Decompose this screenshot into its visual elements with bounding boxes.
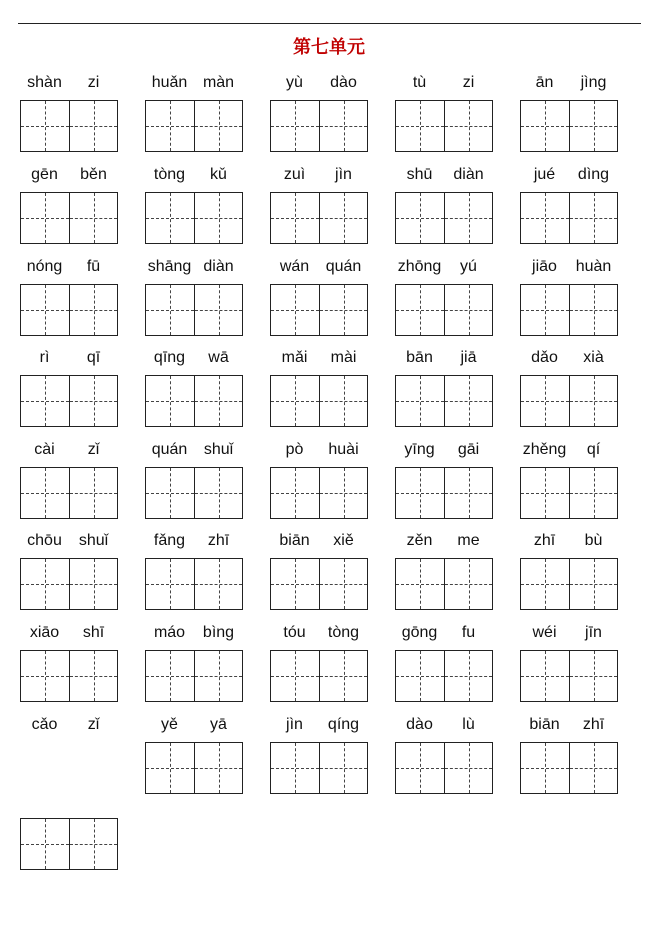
word-item xyxy=(20,441,118,465)
tianzige-cell[interactable] xyxy=(69,559,117,609)
pinyin-syllable: zi xyxy=(87,74,100,91)
pinyin-syllable: wā xyxy=(208,349,229,366)
word-item xyxy=(395,441,493,465)
tianzige-cell[interactable] xyxy=(319,468,367,518)
writing-grid[interactable] xyxy=(395,558,493,610)
tianzige-cell[interactable] xyxy=(146,651,194,701)
writing-grid[interactable] xyxy=(20,100,118,152)
writing-grid[interactable] xyxy=(20,467,118,519)
pinyin-syllable: zhěng xyxy=(522,441,567,458)
pinyin-syllable: zhī xyxy=(582,716,605,733)
tianzige-cell[interactable] xyxy=(444,101,492,151)
word-item xyxy=(395,532,493,556)
pinyin-syllable: quán xyxy=(151,441,188,458)
writing-grid[interactable] xyxy=(270,467,368,519)
pinyin-syllable: zǐ xyxy=(87,716,100,733)
pinyin-label xyxy=(20,349,118,373)
tianzige-cell[interactable] xyxy=(319,193,367,243)
tianzige-cell[interactable] xyxy=(271,468,319,518)
tianzige-cell[interactable] xyxy=(146,193,194,243)
tianzige-cell[interactable] xyxy=(69,468,117,518)
pinyin-syllable: qíng xyxy=(327,716,360,733)
pinyin-syllable: xiāo xyxy=(29,624,60,641)
pinyin-label xyxy=(20,74,118,98)
tianzige-cell[interactable] xyxy=(569,376,617,426)
tianzige-cell[interactable] xyxy=(396,559,444,609)
tianzige-cell[interactable] xyxy=(319,376,367,426)
writing-grid[interactable] xyxy=(270,100,368,152)
word-item xyxy=(145,74,243,98)
pinyin-syllable: zhōng xyxy=(397,258,442,275)
tianzige-cell[interactable] xyxy=(69,819,117,869)
word-item xyxy=(145,532,243,556)
word-item xyxy=(270,349,368,373)
tianzige-cell[interactable] xyxy=(569,285,617,335)
pinyin-syllable: shī xyxy=(82,624,105,641)
pinyin-syllable: jiāo xyxy=(532,258,557,275)
pinyin-syllable: biān xyxy=(279,532,310,549)
pinyin-syllable: yīng xyxy=(404,441,435,458)
pinyin-syllable: yě xyxy=(161,716,178,733)
tianzige-cell[interactable] xyxy=(444,468,492,518)
tianzige-cell[interactable] xyxy=(194,101,242,151)
tianzige-cell[interactable] xyxy=(521,468,569,518)
tianzige-cell[interactable] xyxy=(271,193,319,243)
writing-grid[interactable] xyxy=(145,742,243,794)
writing-grid[interactable] xyxy=(145,650,243,702)
pinyin-syllable: ān xyxy=(535,74,554,91)
pinyin-label xyxy=(520,74,618,98)
pinyin-label xyxy=(270,624,368,648)
writing-grid[interactable] xyxy=(395,742,493,794)
word-item xyxy=(520,532,618,556)
pinyin-syllable: fu xyxy=(461,624,476,641)
writing-grid[interactable] xyxy=(145,284,243,336)
pinyin-syllable: bìng xyxy=(202,624,235,641)
pinyin-syllable: biān xyxy=(529,716,560,733)
tianzige-cell[interactable] xyxy=(319,651,367,701)
pinyin-syllable: pò xyxy=(285,441,304,458)
pinyin-label xyxy=(520,258,618,282)
pinyin-syllable: shū xyxy=(406,166,433,183)
tianzige-cell[interactable] xyxy=(396,193,444,243)
pinyin-syllable: zǐ xyxy=(87,441,100,458)
writing-grid[interactable] xyxy=(520,467,618,519)
word-item xyxy=(20,716,118,740)
pinyin-label xyxy=(395,716,493,740)
tianzige-cell[interactable] xyxy=(21,101,69,151)
word-item xyxy=(395,716,493,740)
writing-grid[interactable] xyxy=(145,558,243,610)
tianzige-cell[interactable] xyxy=(146,559,194,609)
pinyin-syllable: tòng xyxy=(327,624,360,641)
word-item xyxy=(20,166,118,190)
pinyin-label xyxy=(520,349,618,373)
word-item xyxy=(145,258,243,282)
pinyin-syllable: gōng xyxy=(401,624,438,641)
writing-grid[interactable] xyxy=(145,192,243,244)
tianzige-cell[interactable] xyxy=(271,743,319,793)
pinyin-syllable: wán xyxy=(279,258,310,275)
pinyin-syllable: yā xyxy=(210,716,227,733)
writing-grid[interactable] xyxy=(520,375,618,427)
pinyin-syllable: zhī xyxy=(533,532,556,549)
tianzige-cell[interactable] xyxy=(396,101,444,151)
tianzige-cell[interactable] xyxy=(569,743,617,793)
word-item xyxy=(20,258,118,282)
tianzige-cell[interactable] xyxy=(396,743,444,793)
pinyin-label xyxy=(270,532,368,556)
writing-grid[interactable] xyxy=(270,558,368,610)
tianzige-cell[interactable] xyxy=(444,193,492,243)
tianzige-cell[interactable] xyxy=(444,285,492,335)
word-item xyxy=(145,716,243,740)
writing-grid[interactable] xyxy=(145,100,243,152)
pinyin-syllable: xià xyxy=(583,349,604,366)
word-item xyxy=(270,624,368,648)
tianzige-cell[interactable] xyxy=(21,376,69,426)
writing-grid[interactable] xyxy=(20,375,118,427)
pinyin-syllable: cài xyxy=(34,441,55,458)
tianzige-cell[interactable] xyxy=(21,193,69,243)
pinyin-label xyxy=(270,258,368,282)
pinyin-syllable: yù xyxy=(286,74,303,91)
pinyin-syllable: huài xyxy=(328,441,359,458)
tianzige-cell[interactable] xyxy=(194,285,242,335)
tianzige-cell[interactable] xyxy=(444,651,492,701)
writing-grid[interactable] xyxy=(20,284,118,336)
tianzige-cell[interactable] xyxy=(21,285,69,335)
pinyin-label xyxy=(145,441,243,465)
pinyin-label xyxy=(20,716,118,740)
pinyin-syllable: dào xyxy=(330,74,357,91)
pinyin-label xyxy=(520,441,618,465)
pinyin-label xyxy=(270,74,368,98)
tianzige-cell[interactable] xyxy=(521,743,569,793)
word-item xyxy=(520,349,618,373)
pinyin-syllable: huǎn xyxy=(151,74,188,91)
pinyin-syllable: dào xyxy=(406,716,433,733)
word-item xyxy=(395,74,493,98)
pinyin-syllable: bān xyxy=(406,349,433,366)
pinyin-syllable: qī xyxy=(86,349,101,366)
pinyin-syllable: chōu xyxy=(27,532,62,549)
tianzige-cell[interactable] xyxy=(444,376,492,426)
tianzige-cell[interactable] xyxy=(146,468,194,518)
pinyin-label xyxy=(395,532,493,556)
pinyin-syllable: zěn xyxy=(406,532,433,549)
tianzige-cell[interactable] xyxy=(21,819,69,869)
pinyin-syllable: jiā xyxy=(460,349,477,366)
pinyin-label xyxy=(395,441,493,465)
pinyin-syllable: dǎo xyxy=(531,349,558,366)
pinyin-label xyxy=(395,74,493,98)
pinyin-syllable: gāi xyxy=(457,441,480,458)
pinyin-syllable: jìng xyxy=(580,74,607,91)
tianzige-cell[interactable] xyxy=(271,651,319,701)
pinyin-label xyxy=(520,716,618,740)
pinyin-label xyxy=(20,258,118,282)
pinyin-syllable: jìn xyxy=(286,716,303,733)
pinyin-label xyxy=(270,349,368,373)
writing-grid[interactable] xyxy=(270,742,368,794)
tianzige-cell[interactable] xyxy=(194,743,242,793)
pinyin-label xyxy=(270,166,368,190)
pinyin-syllable: tù xyxy=(412,74,427,91)
pinyin-syllable: zhī xyxy=(207,532,230,549)
pinyin-syllable: kǔ xyxy=(210,166,227,183)
word-item xyxy=(520,166,618,190)
writing-grid[interactable] xyxy=(270,650,368,702)
pinyin-label xyxy=(520,532,618,556)
tianzige-cell[interactable] xyxy=(21,468,69,518)
writing-grid[interactable] xyxy=(145,467,243,519)
pinyin-syllable: bù xyxy=(584,532,603,549)
pinyin-label xyxy=(20,532,118,556)
pinyin-syllable: shàn xyxy=(27,74,62,91)
pinyin-syllable: nóng xyxy=(26,258,63,275)
tianzige-cell[interactable] xyxy=(69,193,117,243)
tianzige-cell[interactable] xyxy=(396,651,444,701)
pinyin-label xyxy=(145,532,243,556)
pinyin-syllable: quán xyxy=(325,258,362,275)
pinyin-syllable: fǎng xyxy=(153,532,186,549)
tianzige-cell[interactable] xyxy=(69,285,117,335)
tianzige-cell[interactable] xyxy=(319,285,367,335)
word-item xyxy=(270,74,368,98)
word-item xyxy=(520,716,618,740)
tianzige-cell[interactable] xyxy=(319,559,367,609)
pinyin-label xyxy=(395,624,493,648)
writing-grid[interactable] xyxy=(395,375,493,427)
tianzige-cell[interactable] xyxy=(569,651,617,701)
word-item xyxy=(145,166,243,190)
pinyin-label xyxy=(20,624,118,648)
word-item xyxy=(395,624,493,648)
pinyin-label xyxy=(395,258,493,282)
tianzige-cell[interactable] xyxy=(194,376,242,426)
writing-grid[interactable] xyxy=(20,650,118,702)
word-item xyxy=(270,258,368,282)
word-item xyxy=(20,532,118,556)
word-item xyxy=(520,74,618,98)
writing-grid[interactable] xyxy=(270,375,368,427)
tianzige-cell[interactable] xyxy=(146,285,194,335)
pinyin-label xyxy=(145,258,243,282)
pinyin-syllable: wéi xyxy=(532,624,557,641)
writing-grid[interactable] xyxy=(20,818,118,870)
writing-grid[interactable] xyxy=(395,650,493,702)
pinyin-syllable: jīn xyxy=(585,624,602,641)
pinyin-label xyxy=(520,166,618,190)
pinyin-syllable: dìng xyxy=(577,166,610,183)
tianzige-cell[interactable] xyxy=(21,651,69,701)
tianzige-cell[interactable] xyxy=(396,468,444,518)
writing-grid[interactable] xyxy=(395,467,493,519)
pinyin-syllable: zi xyxy=(462,74,475,91)
pinyin-syllable: jìn xyxy=(335,166,352,183)
tianzige-cell[interactable] xyxy=(569,193,617,243)
writing-grid[interactable] xyxy=(520,742,618,794)
tianzige-cell[interactable] xyxy=(146,743,194,793)
pinyin-syllable: fū xyxy=(86,258,101,275)
pinyin-syllable: shuǐ xyxy=(78,532,109,549)
tianzige-cell[interactable] xyxy=(521,651,569,701)
tianzige-cell[interactable] xyxy=(319,743,367,793)
writing-grid[interactable] xyxy=(520,284,618,336)
page-title: 第七单元 xyxy=(293,37,365,58)
pinyin-label xyxy=(145,74,243,98)
pinyin-syllable: tòng xyxy=(153,166,186,183)
word-item xyxy=(20,624,118,648)
word-item xyxy=(20,349,118,373)
tianzige-cell[interactable] xyxy=(521,285,569,335)
word-item xyxy=(270,166,368,190)
tianzige-cell[interactable] xyxy=(569,101,617,151)
pinyin-syllable: màn xyxy=(202,74,235,91)
pinyin-syllable: mǎi xyxy=(281,349,308,366)
tianzige-cell[interactable] xyxy=(146,101,194,151)
tianzige-cell[interactable] xyxy=(194,559,242,609)
word-item xyxy=(145,624,243,648)
word-item xyxy=(270,716,368,740)
word-item xyxy=(145,441,243,465)
writing-grid[interactable] xyxy=(395,284,493,336)
pinyin-syllable: huàn xyxy=(575,258,612,275)
word-item xyxy=(520,624,618,648)
pinyin-syllable: máo xyxy=(153,624,186,641)
pinyin-label xyxy=(270,716,368,740)
writing-grid[interactable] xyxy=(145,375,243,427)
tianzige-cell[interactable] xyxy=(521,559,569,609)
tianzige-cell[interactable] xyxy=(21,559,69,609)
pinyin-syllable: lù xyxy=(462,716,475,733)
pinyin-syllable: shāng xyxy=(147,258,192,275)
tianzige-cell[interactable] xyxy=(396,376,444,426)
pinyin-syllable: zuì xyxy=(283,166,306,183)
pinyin-label xyxy=(145,349,243,373)
word-item xyxy=(520,441,618,465)
pinyin-syllable: tóu xyxy=(283,624,306,641)
tianzige-cell[interactable] xyxy=(194,193,242,243)
writing-grid[interactable] xyxy=(270,284,368,336)
tianzige-cell[interactable] xyxy=(69,651,117,701)
tianzige-cell[interactable] xyxy=(271,285,319,335)
pinyin-syllable: diàn xyxy=(453,166,484,183)
word-item xyxy=(145,349,243,373)
tianzige-cell[interactable] xyxy=(319,101,367,151)
tianzige-cell[interactable] xyxy=(444,559,492,609)
pinyin-syllable: diàn xyxy=(203,258,234,275)
tianzige-cell[interactable] xyxy=(146,376,194,426)
writing-grid[interactable] xyxy=(520,100,618,152)
writing-grid[interactable] xyxy=(395,192,493,244)
pinyin-label xyxy=(145,716,243,740)
top-divider xyxy=(18,23,641,24)
tianzige-cell[interactable] xyxy=(396,285,444,335)
pinyin-label xyxy=(145,624,243,648)
word-item xyxy=(270,532,368,556)
pinyin-syllable: qīng xyxy=(153,349,186,366)
pinyin-label xyxy=(145,166,243,190)
pinyin-syllable: rì xyxy=(39,349,50,366)
tianzige-cell[interactable] xyxy=(271,559,319,609)
tianzige-cell[interactable] xyxy=(521,376,569,426)
pinyin-syllable: cǎo xyxy=(31,716,58,733)
writing-grid[interactable] xyxy=(520,192,618,244)
pinyin-label xyxy=(20,441,118,465)
writing-grid[interactable] xyxy=(520,650,618,702)
pinyin-syllable: mài xyxy=(330,349,357,366)
pinyin-label xyxy=(395,349,493,373)
tianzige-cell[interactable] xyxy=(271,101,319,151)
tianzige-cell[interactable] xyxy=(69,376,117,426)
tianzige-cell[interactable] xyxy=(194,468,242,518)
word-item xyxy=(395,258,493,282)
writing-grid[interactable] xyxy=(20,192,118,244)
writing-grid[interactable] xyxy=(520,558,618,610)
pinyin-syllable: gēn xyxy=(31,166,58,183)
tianzige-cell[interactable] xyxy=(69,101,117,151)
pinyin-syllable: běn xyxy=(80,166,107,183)
pinyin-syllable: yú xyxy=(460,258,477,275)
pinyin-syllable: jué xyxy=(533,166,556,183)
word-item xyxy=(395,166,493,190)
pinyin-syllable: qí xyxy=(586,441,601,458)
word-item xyxy=(520,258,618,282)
tianzige-cell[interactable] xyxy=(569,468,617,518)
tianzige-cell[interactable] xyxy=(521,193,569,243)
tianzige-cell[interactable] xyxy=(569,559,617,609)
word-item xyxy=(270,441,368,465)
writing-grid[interactable] xyxy=(270,192,368,244)
word-item xyxy=(20,74,118,98)
tianzige-cell[interactable] xyxy=(521,101,569,151)
pinyin-syllable: shuǐ xyxy=(203,441,234,458)
tianzige-cell[interactable] xyxy=(271,376,319,426)
pinyin-label xyxy=(395,166,493,190)
tianzige-cell[interactable] xyxy=(194,651,242,701)
pinyin-label xyxy=(520,624,618,648)
pinyin-syllable: xiě xyxy=(333,532,354,549)
writing-grid[interactable] xyxy=(395,100,493,152)
pinyin-label xyxy=(20,166,118,190)
word-item xyxy=(395,349,493,373)
writing-grid[interactable] xyxy=(20,558,118,610)
pinyin-syllable: me xyxy=(457,532,480,549)
pinyin-label xyxy=(270,441,368,465)
tianzige-cell[interactable] xyxy=(444,743,492,793)
